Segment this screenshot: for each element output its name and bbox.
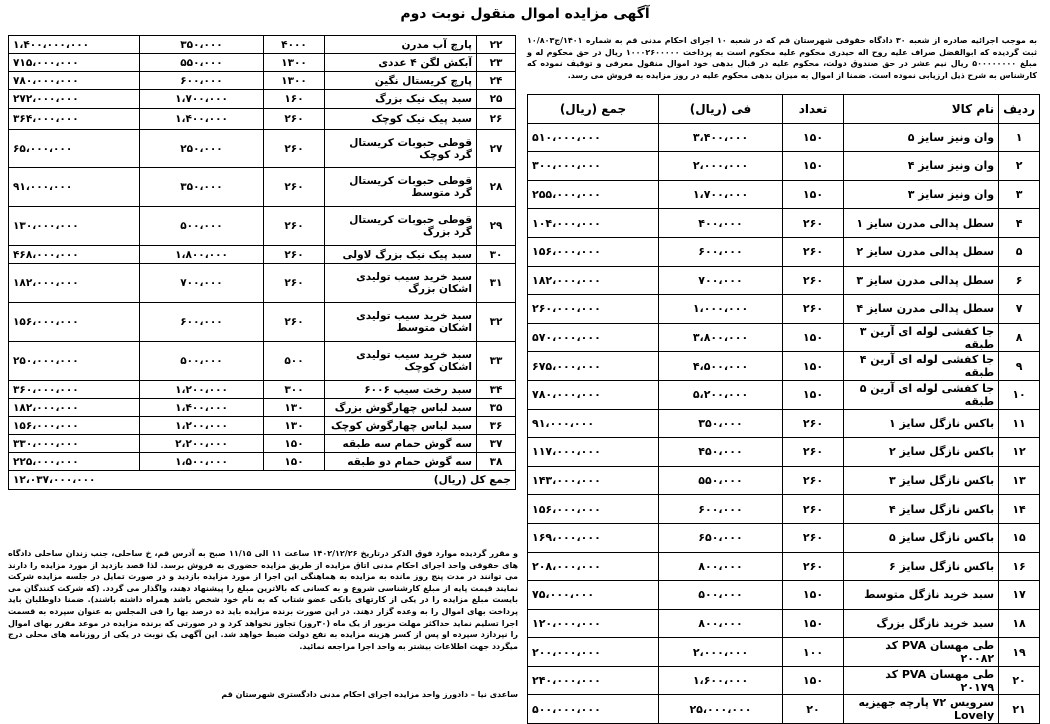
cell-price: ۱،۶۰۰،۰۰۰ <box>659 666 783 695</box>
cell-qty: ۲۶۰ <box>783 552 844 581</box>
cell-sum: ۳۶۰،۰۰۰،۰۰۰ <box>9 381 140 399</box>
cell-price: ۳۵۰،۰۰۰ <box>140 36 264 54</box>
cell-qty: ۱۵۰ <box>264 453 325 471</box>
cell-name: سبد لباس چهارگوش بزرگ <box>325 399 477 417</box>
cell-sum: ۱۰۴،۰۰۰،۰۰۰ <box>528 209 659 238</box>
cell-sum: ۳۶۴،۰۰۰،۰۰۰ <box>9 109 140 130</box>
cell-idx: ۱۳ <box>999 466 1040 495</box>
cell-qty: ۲۶۰ <box>264 109 325 130</box>
cell-idx: ۳۳ <box>477 342 516 381</box>
cell-qty: ۱۵۰ <box>783 323 844 352</box>
table-row <box>528 695 1040 724</box>
cell-price: ۱،۷۰۰،۰۰۰ <box>659 180 783 209</box>
cell-idx: ۱۰ <box>999 380 1040 409</box>
cell-sum: ۴۶۸،۰۰۰،۰۰۰ <box>9 246 140 264</box>
cell-price: ۳،۸۰۰،۰۰۰ <box>659 323 783 352</box>
cell-price: ۴۰۰،۰۰۰ <box>659 209 783 238</box>
cell-name: باکس نازگل سایز ۵ <box>844 523 999 552</box>
cell-sum: ۵۱۰،۰۰۰،۰۰۰ <box>528 123 659 152</box>
cell-sum: ۲۲۵،۰۰۰،۰۰۰ <box>9 453 140 471</box>
cell-idx: ۱۲ <box>999 438 1040 467</box>
cell-name: وان ونیز سایز ۴ <box>844 152 999 181</box>
cell-idx: ۱۹ <box>999 638 1040 667</box>
cell-qty: ۳۰۰ <box>264 381 325 399</box>
cell-name: سبد پیک نیک بزرگ <box>325 90 477 109</box>
cell-name: سطل پدالی مدرن سایز ۱ <box>844 209 999 238</box>
cell-price: ۶۰۰،۰۰۰ <box>140 72 264 90</box>
table-row <box>9 54 516 72</box>
cell-name: سطل پدالی مدرن سایز ۴ <box>844 295 999 324</box>
cell-idx: ۱۷ <box>999 581 1040 610</box>
table-row <box>528 495 1040 524</box>
cell-price: ۵۵۰،۰۰۰ <box>659 466 783 495</box>
table-row <box>528 523 1040 552</box>
cell-name: سبد خرید نازگل بزرگ <box>844 609 999 638</box>
table-row <box>528 123 1040 152</box>
cell-qty: ۱۵۰ <box>783 609 844 638</box>
header-sum: جمع (ریال) <box>528 95 659 124</box>
table-row <box>528 323 1040 352</box>
cell-qty: ۲۶۰ <box>264 130 325 168</box>
cell-price: ۴،۵۰۰،۰۰۰ <box>659 352 783 381</box>
cell-idx: ۲۷ <box>477 130 516 168</box>
cell-qty: ۲۰ <box>783 695 844 724</box>
cell-name: سبد لباس چهارگوش کوچک <box>325 417 477 435</box>
intro-paragraph: به موجب اجرائیه صادره از شعبه ۳۰ دادگاه حقوقی شهرستان قم که در شعبه ۱۰ اجرای احکام مدنی قم به شماره ۱۴۰۱/ج۱۰/۸۰۳ ثبت گردیده که ابوالفضل صراف علیه روح اله حیدری محکوم علیه محکوم است به پرداخت ۱۰۰۰۲۶۰۰۰۰۰ ریال در حق محکوم له و مبلغ ۵۰۰۰۰۰۰۰۰ ریال نیم عشر در حق صندوق دولت، محکوم علیه در قبال بدهی خود اموال منقول معرفی و توقیف نموده که کارشناس به شرح ذیل ارزیابی نموده است. ضمنا از اموال به میزان بدهی محکوم علیه در روز مزایده به فروش می رسد. <box>527 36 1038 80</box>
cell-sum: ۱۵۶،۰۰۰،۰۰۰ <box>528 237 659 266</box>
table-row <box>528 409 1040 438</box>
cell-price: ۱،۲۰۰،۰۰۰ <box>140 417 264 435</box>
cell-sum: ۲۰۸،۰۰۰،۰۰۰ <box>528 552 659 581</box>
cell-sum: ۵۷۰،۰۰۰،۰۰۰ <box>528 323 659 352</box>
cell-name: قوطی حبوبات کریستال گرد بزرگ <box>325 207 477 246</box>
cell-idx: ۳۲ <box>477 303 516 342</box>
cell-idx: ۱۴ <box>999 495 1040 524</box>
table-row <box>528 609 1040 638</box>
table-header-row <box>528 95 1040 124</box>
items-table-left <box>8 35 516 490</box>
cell-name: سه گوش حمام دو طبقه <box>325 453 477 471</box>
table-row <box>528 352 1040 381</box>
cell-sum: ۳۰۰،۰۰۰،۰۰۰ <box>528 152 659 181</box>
cell-price: ۱،۴۰۰،۰۰۰ <box>140 109 264 130</box>
cell-qty: ۲۶۰ <box>264 246 325 264</box>
cell-sum: ۶۷۵،۰۰۰،۰۰۰ <box>528 352 659 381</box>
cell-qty: ۱۵۰ <box>783 180 844 209</box>
cell-name: آبکش لگن ۴ عددی <box>325 54 477 72</box>
cell-qty: ۵۰۰ <box>264 342 325 381</box>
cell-name: طی مهسان PVA کد ۲۰۱۷۹ <box>844 666 999 695</box>
cell-name: جا کفشی لوله ای آرین ۴ طبقه <box>844 352 999 381</box>
cell-price: ۲،۲۰۰،۰۰۰ <box>140 435 264 453</box>
cell-sum: ۷۸۰،۰۰۰،۰۰۰ <box>9 72 140 90</box>
cell-sum: ۱۵۶،۰۰۰،۰۰۰ <box>528 495 659 524</box>
cell-idx: ۳۱ <box>477 264 516 303</box>
cell-idx: ۲۹ <box>477 207 516 246</box>
cell-qty: ۱۵۰ <box>783 666 844 695</box>
cell-qty: ۲۶۰ <box>783 295 844 324</box>
cell-name: سبد خرید سیب تولیدی اشکان کوچک <box>325 342 477 381</box>
cell-name: باکس نازگل سایز ۴ <box>844 495 999 524</box>
total-row <box>9 471 516 490</box>
cell-name: وان ونیز سایز ۳ <box>844 180 999 209</box>
cell-sum: ۱۵۶،۰۰۰،۰۰۰ <box>9 417 140 435</box>
table-row <box>9 207 516 246</box>
cell-price: ۵۰۰،۰۰۰ <box>659 581 783 610</box>
cell-sum: ۱۸۲،۰۰۰،۰۰۰ <box>528 266 659 295</box>
cell-idx: ۴ <box>999 209 1040 238</box>
cell-price: ۴۵۰،۰۰۰ <box>659 438 783 467</box>
cell-name: باکس نازگل سایز ۳ <box>844 466 999 495</box>
cell-price: ۵۰۰،۰۰۰ <box>140 207 264 246</box>
cell-qty: ۲۶۰ <box>783 209 844 238</box>
cell-qty: ۴۰۰۰ <box>264 36 325 54</box>
table-row <box>9 417 516 435</box>
table-row <box>528 666 1040 695</box>
cell-sum: ۲۵۰،۰۰۰،۰۰۰ <box>9 342 140 381</box>
cell-sum: ۲۵۵،۰۰۰،۰۰۰ <box>528 180 659 209</box>
total-value: ۱۲،۰۳۷،۰۰۰،۰۰۰ <box>9 471 264 490</box>
cell-name: باکس نازگل سایز ۱ <box>844 409 999 438</box>
cell-sum: ۲۷۲،۰۰۰،۰۰۰ <box>9 90 140 109</box>
cell-name: سه گوش حمام سه طبقه <box>325 435 477 453</box>
cell-price: ۶۵۰،۰۰۰ <box>659 523 783 552</box>
cell-name: سبد پیک نیک بزرگ لاولی <box>325 246 477 264</box>
cell-sum: ۹۱،۰۰۰،۰۰۰ <box>9 168 140 207</box>
cell-qty: ۲۶۰ <box>783 409 844 438</box>
footer-paragraph: و مقرر گردیده موارد فوق الذکر درتاریخ ۱۴۰۲/۱۲/۲۶ ساعت ۱۱ الی ۱۱/۱۵ صبح به آدرس قم، خ ساحلی، جنب زندان ساحلی دادگاه های حقوقی واحد اجرای احکام مدنی اتاق مزایده از طریق مزایده حضوری به فروش برسد. لذا قصد بازدید از مورد مزایده را دارند می توانند در مدت پنج روز مانده به مزایده به هماهنگی این اجرا از مورد مزایده بازدید و در صورت تمایل در جلسه مزایده شرکت نمایند قیمت پایه از مبلغ کارشناسی شروع و به کسانی که بالاترین مبلغ را پیشنهاد دهند، واگذار می گردد. (که شرکت کنندگان می بایست مبلغ مزایده را در یکی از کارتهای بانکی عضو شتاب که به نام خود شخص باشد همراه داشته باشند). ضمنا داوطلبان باید پرداخت بهای اموال را به وعده گزار دهند. در این صورت برنده مزایده باید ده درصد بها را فی المجلس به عنوان سپرده به قسمت اجرا تسلیم نماید حداکثر مهلت مزبور از یک ماه (۳۰روز) تجاوز نخواهد کرد و در صورتی که برنده مزایده در موعد مقرر بهای اموال را نپردازد سپرده او پس از کسر هزینه مزایده به نفع دولت ضبط خواهد شد. این آگهی یک نوبت در یکی از روزنامه های محلی درج میگردد جهت اطلاعات بیشتر به واحد اجرا مراجعه نمائید. <box>8 549 519 651</box>
cell-qty: ۱۵۰ <box>783 123 844 152</box>
cell-idx: ۵ <box>999 237 1040 266</box>
cell-sum: ۹۱،۰۰۰،۰۰۰ <box>528 409 659 438</box>
table-row <box>9 264 516 303</box>
cell-idx: ۳۷ <box>477 435 516 453</box>
table-row <box>528 380 1040 409</box>
cell-name: وان ونیز سایز ۵ <box>844 123 999 152</box>
table-row <box>9 435 516 453</box>
table-row <box>528 552 1040 581</box>
cell-name: سبد خرید سیب تولیدی اشکان متوسط <box>325 303 477 342</box>
cell-idx: ۱۸ <box>999 609 1040 638</box>
cell-idx: ۳۸ <box>477 453 516 471</box>
cell-qty: ۲۶۰ <box>264 207 325 246</box>
table-row <box>9 246 516 264</box>
table-row <box>528 152 1040 181</box>
table-row <box>528 237 1040 266</box>
cell-name: پارچ کریستال نگین <box>325 72 477 90</box>
cell-price: ۲۵۰،۰۰۰ <box>140 130 264 168</box>
table-row <box>528 466 1040 495</box>
table-row <box>9 130 516 168</box>
cell-idx: ۱ <box>999 123 1040 152</box>
cell-qty: ۱۵۰ <box>783 152 844 181</box>
cell-price: ۷۰۰،۰۰۰ <box>659 266 783 295</box>
cell-qty: ۲۶۰ <box>264 303 325 342</box>
cell-name: جا کفشی لوله ای آرین ۵ طبقه <box>844 380 999 409</box>
total-label: جمع کل (ریال) <box>264 471 516 490</box>
cell-name: سرویس ۷۲ پارچه جهیزیه Lovely <box>844 695 999 724</box>
cell-qty: ۱۳۰ <box>264 399 325 417</box>
table-row <box>528 266 1040 295</box>
cell-qty: ۲۶۰ <box>264 264 325 303</box>
header-qty: تعداد <box>783 95 844 124</box>
cell-qty: ۱۳۰ <box>264 417 325 435</box>
cell-sum: ۱۸۲،۰۰۰،۰۰۰ <box>9 264 140 303</box>
cell-price: ۱،۵۰۰،۰۰۰ <box>140 453 264 471</box>
header-name: نام کالا <box>844 95 999 124</box>
cell-qty: ۲۶۰ <box>783 466 844 495</box>
cell-price: ۱،۸۰۰،۰۰۰ <box>140 246 264 264</box>
cell-price: ۷۰۰،۰۰۰ <box>140 264 264 303</box>
cell-name: طی مهسان PVA کد ۲۰۰۸۲ <box>844 638 999 667</box>
cell-sum: ۱۲۰،۰۰۰،۰۰۰ <box>528 609 659 638</box>
cell-idx: ۲۸ <box>477 168 516 207</box>
cell-idx: ۹ <box>999 352 1040 381</box>
signature: ساعدی نیا – دادورز واحد مزایده اجرای احکام مدنی دادگستری شهرستان قم <box>221 690 518 699</box>
cell-price: ۵۵۰،۰۰۰ <box>140 54 264 72</box>
cell-sum: ۲۶۰،۰۰۰،۰۰۰ <box>528 295 659 324</box>
cell-qty: ۲۶۰ <box>783 266 844 295</box>
cell-qty: ۱۳۰۰ <box>264 54 325 72</box>
table-row <box>9 36 516 54</box>
cell-name: سطل پدالی مدرن سایز ۲ <box>844 237 999 266</box>
cell-idx: ۲۲ <box>477 36 516 54</box>
cell-name: سبد خرید نازگل متوسط <box>844 581 999 610</box>
table-row <box>9 303 516 342</box>
cell-idx: ۳۴ <box>477 381 516 399</box>
cell-name: سبد پیک نیک کوچک <box>325 109 477 130</box>
cell-idx: ۳۶ <box>477 417 516 435</box>
cell-idx: ۱۱ <box>999 409 1040 438</box>
cell-price: ۱،۷۰۰،۰۰۰ <box>140 90 264 109</box>
cell-qty: ۱۳۰۰ <box>264 72 325 90</box>
cell-sum: ۱۶۹،۰۰۰،۰۰۰ <box>528 523 659 552</box>
cell-price: ۸۰۰،۰۰۰ <box>659 609 783 638</box>
cell-name: باکس نازگل سایز ۶ <box>844 552 999 581</box>
cell-name: سبد خرید سیب تولیدی اشکان بزرگ <box>325 264 477 303</box>
cell-name: پارچ آب مدرن <box>325 36 477 54</box>
cell-price: ۱،۴۰۰،۰۰۰ <box>140 399 264 417</box>
table-row <box>9 381 516 399</box>
cell-idx: ۳۵ <box>477 399 516 417</box>
cell-sum: ۱۵۶،۰۰۰،۰۰۰ <box>9 303 140 342</box>
table-row <box>528 295 1040 324</box>
cell-price: ۲۵،۰۰۰،۰۰۰ <box>659 695 783 724</box>
cell-qty: ۱۵۰ <box>783 581 844 610</box>
cell-price: ۲،۰۰۰،۰۰۰ <box>659 152 783 181</box>
cell-name: سطل پدالی مدرن سایز ۳ <box>844 266 999 295</box>
table-row <box>528 581 1040 610</box>
cell-qty: ۱۵۰ <box>264 435 325 453</box>
cell-idx: ۳ <box>999 180 1040 209</box>
cell-name: جا کفشی لوله ای آرین ۳ طبقه <box>844 323 999 352</box>
header-idx: ردیف <box>999 95 1040 124</box>
cell-sum: ۱،۴۰۰،۰۰۰،۰۰۰ <box>9 36 140 54</box>
cell-sum: ۱۴۳،۰۰۰،۰۰۰ <box>528 466 659 495</box>
cell-qty: ۱۵۰ <box>783 380 844 409</box>
cell-sum: ۳۳۰،۰۰۰،۰۰۰ <box>9 435 140 453</box>
cell-idx: ۲۱ <box>999 695 1040 724</box>
cell-price: ۸۰۰،۰۰۰ <box>659 552 783 581</box>
cell-price: ۳،۴۰۰،۰۰۰ <box>659 123 783 152</box>
cell-sum: ۲۴۰،۰۰۰،۰۰۰ <box>528 666 659 695</box>
cell-qty: ۲۶۰ <box>783 495 844 524</box>
table-row <box>9 109 516 130</box>
table-row <box>528 209 1040 238</box>
cell-price: ۳۵۰،۰۰۰ <box>140 168 264 207</box>
cell-idx: ۷ <box>999 295 1040 324</box>
cell-sum: ۵۰۰،۰۰۰،۰۰۰ <box>528 695 659 724</box>
cell-name: قوطی حبوبات کریستال گرد متوسط <box>325 168 477 207</box>
cell-price: ۶۰۰،۰۰۰ <box>140 303 264 342</box>
table-row <box>528 438 1040 467</box>
cell-sum: ۲۰۰،۰۰۰،۰۰۰ <box>528 638 659 667</box>
cell-qty: ۱۰۰ <box>783 638 844 667</box>
table-row <box>9 342 516 381</box>
cell-idx: ۳۰ <box>477 246 516 264</box>
cell-price: ۶۰۰،۰۰۰ <box>659 495 783 524</box>
cell-qty: ۲۶۰ <box>264 168 325 207</box>
cell-sum: ۷۱۵،۰۰۰،۰۰۰ <box>9 54 140 72</box>
cell-idx: ۲۳ <box>477 54 516 72</box>
cell-sum: ۱۱۷،۰۰۰،۰۰۰ <box>528 438 659 467</box>
cell-idx: ۲۶ <box>477 109 516 130</box>
cell-price: ۱،۰۰۰،۰۰۰ <box>659 295 783 324</box>
page-title: آگهی مزایده اموال منقول نوبت دوم <box>400 6 650 22</box>
items-table-right <box>527 94 1040 724</box>
cell-sum: ۱۳۰،۰۰۰،۰۰۰ <box>9 207 140 246</box>
cell-price: ۱،۲۰۰،۰۰۰ <box>140 381 264 399</box>
cell-idx: ۲ <box>999 152 1040 181</box>
cell-name: قوطی حبوبات کریستال گرد کوچک <box>325 130 477 168</box>
table-row <box>9 453 516 471</box>
cell-price: ۵۰۰،۰۰۰ <box>140 342 264 381</box>
table-row <box>9 399 516 417</box>
table-row <box>528 180 1040 209</box>
cell-qty: ۱۵۰ <box>783 352 844 381</box>
cell-price: ۶۰۰،۰۰۰ <box>659 237 783 266</box>
cell-sum: ۷۵،۰۰۰،۰۰۰ <box>528 581 659 610</box>
cell-idx: ۲۵ <box>477 90 516 109</box>
table-row <box>9 90 516 109</box>
cell-idx: ۱۵ <box>999 523 1040 552</box>
cell-idx: ۱۶ <box>999 552 1040 581</box>
cell-idx: ۸ <box>999 323 1040 352</box>
cell-qty: ۲۶۰ <box>783 523 844 552</box>
cell-qty: ۲۶۰ <box>783 438 844 467</box>
cell-price: ۳۵۰،۰۰۰ <box>659 409 783 438</box>
cell-name: سبد رخت سیب ۶۰۰۶ <box>325 381 477 399</box>
cell-qty: ۲۶۰ <box>783 237 844 266</box>
cell-sum: ۱۸۲،۰۰۰،۰۰۰ <box>9 399 140 417</box>
cell-qty: ۱۶۰ <box>264 90 325 109</box>
cell-sum: ۷۸۰،۰۰۰،۰۰۰ <box>528 380 659 409</box>
cell-idx: ۶ <box>999 266 1040 295</box>
cell-idx: ۲۰ <box>999 666 1040 695</box>
cell-idx: ۲۴ <box>477 72 516 90</box>
table-row <box>528 638 1040 667</box>
cell-price: ۲،۰۰۰،۰۰۰ <box>659 638 783 667</box>
table-row <box>9 168 516 207</box>
cell-name: باکس نازگل سایز ۲ <box>844 438 999 467</box>
header-price: فی (ریال) <box>659 95 783 124</box>
cell-price: ۵،۲۰۰،۰۰۰ <box>659 380 783 409</box>
cell-sum: ۶۵،۰۰۰،۰۰۰ <box>9 130 140 168</box>
table-row <box>9 72 516 90</box>
